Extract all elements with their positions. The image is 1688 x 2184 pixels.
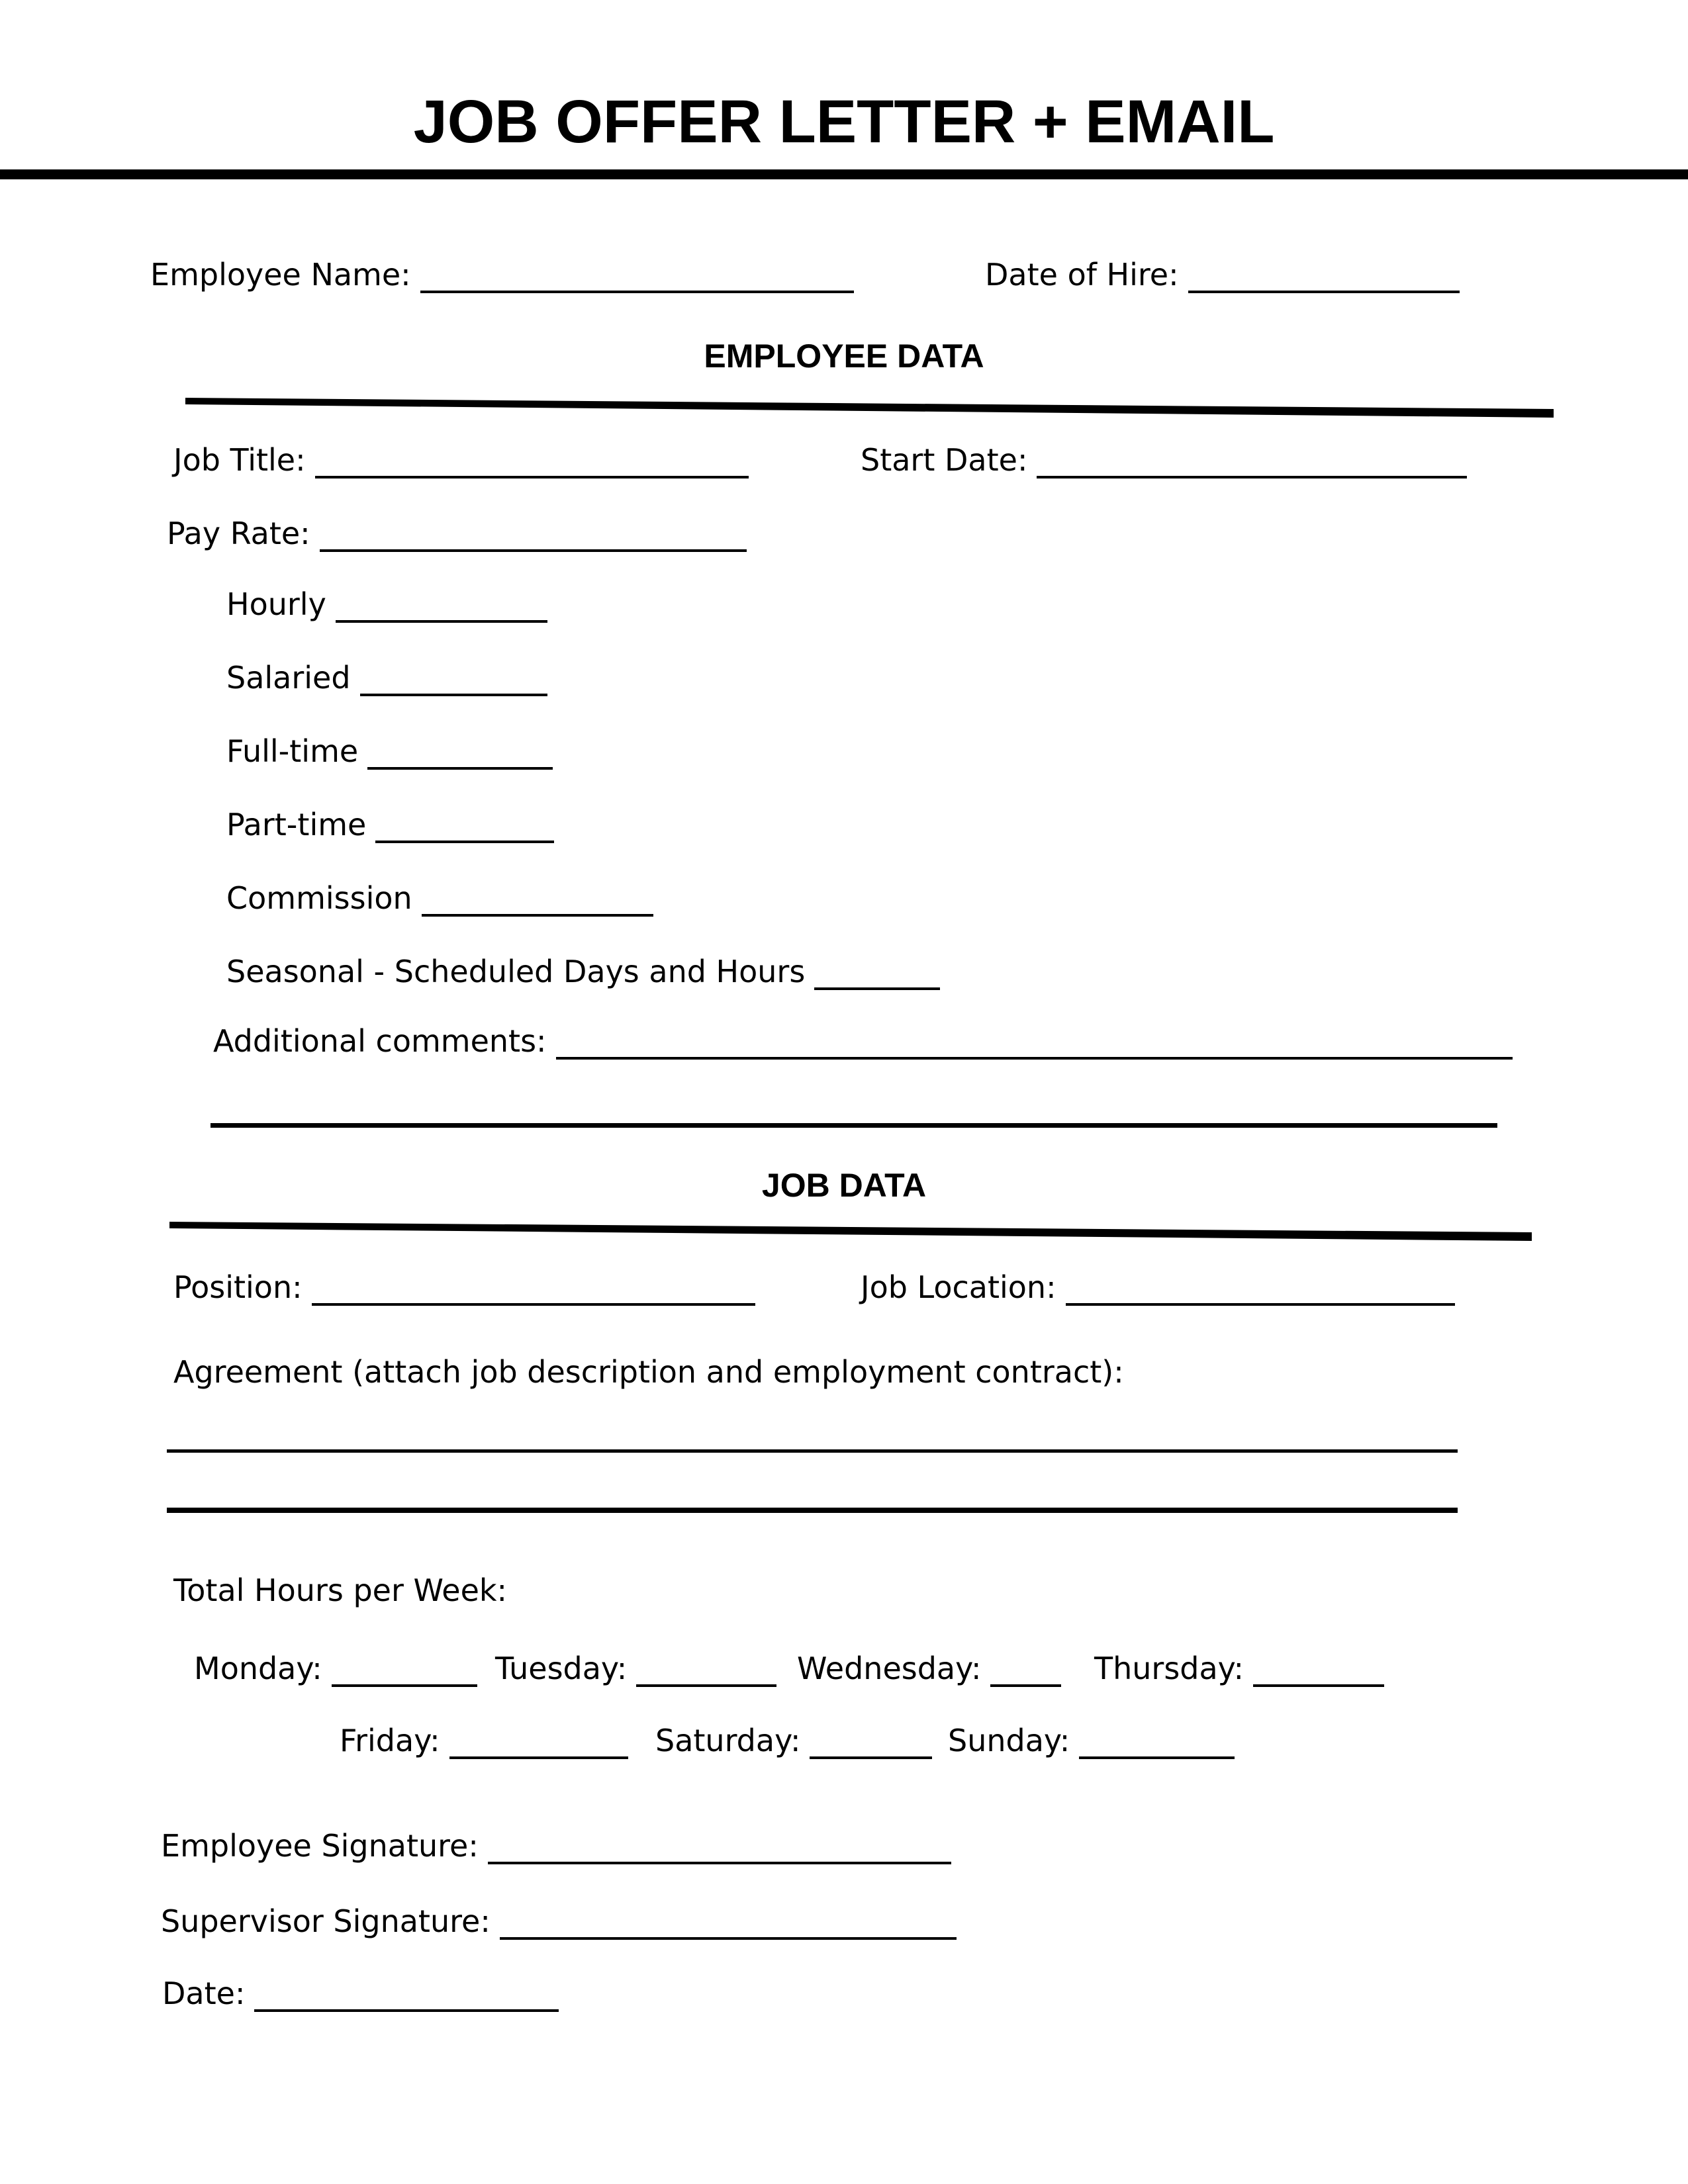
signature-date-field bbox=[162, 1976, 559, 2012]
monday-label: Monday: bbox=[194, 1651, 322, 1686]
date-of-hire-field bbox=[985, 257, 1460, 293]
pay-type-parttime-label: Part-time bbox=[226, 807, 367, 842]
supervisor-signature-label: Supervisor Signature: bbox=[161, 1903, 491, 1939]
thursday-field bbox=[1094, 1651, 1384, 1687]
monday-field bbox=[194, 1651, 477, 1687]
pay-rate-blank[interactable] bbox=[320, 527, 747, 552]
pay-type-seasonal-label: Seasonal - Scheduled Days and Hours bbox=[226, 954, 806, 989]
sunday-label: Sunday: bbox=[948, 1723, 1070, 1758]
pay-type-commission-field bbox=[226, 880, 653, 917]
additional-comments-blank[interactable] bbox=[556, 1034, 1513, 1060]
start-date-blank[interactable] bbox=[1037, 453, 1467, 478]
pay-type-fulltime-field bbox=[226, 733, 553, 770]
job-location-blank[interactable] bbox=[1066, 1281, 1455, 1306]
page-title: JOB OFFER LETTER + EMAIL bbox=[413, 88, 1275, 156]
pay-type-salaried-field bbox=[226, 660, 547, 696]
friday-label: Friday: bbox=[340, 1723, 440, 1758]
saturday-label: Saturday: bbox=[655, 1723, 801, 1758]
pay-type-parttime-field bbox=[226, 807, 554, 843]
signature-date-label: Date: bbox=[162, 1976, 246, 2011]
job-location-field bbox=[861, 1269, 1455, 1306]
job-data-divider bbox=[164, 1216, 1541, 1246]
friday-field bbox=[340, 1723, 628, 1759]
employee-data-heading: EMPLOYEE DATA bbox=[704, 338, 984, 375]
job-data-heading: JOB DATA bbox=[761, 1167, 927, 1204]
supervisor-signature-blank[interactable] bbox=[500, 1915, 957, 1940]
additional-comments-label: Additional comments: bbox=[213, 1023, 547, 1059]
wednesday-field bbox=[797, 1651, 1061, 1687]
sunday-field bbox=[948, 1723, 1235, 1759]
employee-signature-label: Employee Signature: bbox=[161, 1828, 479, 1864]
start-date-field bbox=[861, 442, 1467, 478]
position-blank[interactable] bbox=[312, 1281, 755, 1306]
saturday-field bbox=[655, 1723, 932, 1759]
date-of-hire-label: Date of Hire: bbox=[985, 257, 1179, 293]
pay-type-parttime-blank[interactable] bbox=[375, 818, 554, 843]
employee-signature-blank[interactable] bbox=[488, 1839, 951, 1864]
employee-signature-field bbox=[161, 1828, 951, 1864]
monday-blank[interactable] bbox=[332, 1662, 477, 1687]
pay-type-hourly-blank[interactable] bbox=[336, 598, 547, 623]
job-title-field bbox=[173, 442, 749, 478]
start-date-label: Start Date: bbox=[861, 442, 1028, 478]
friday-blank[interactable] bbox=[449, 1734, 628, 1759]
pay-type-commission-blank[interactable] bbox=[422, 891, 653, 917]
agreement-line-1[interactable] bbox=[167, 1449, 1458, 1453]
tuesday-label: Tuesday: bbox=[495, 1651, 628, 1686]
pay-rate-field bbox=[167, 516, 747, 552]
pay-type-seasonal-field bbox=[226, 954, 940, 990]
pay-type-hourly-field bbox=[226, 586, 547, 623]
tuesday-blank[interactable] bbox=[636, 1662, 776, 1687]
job-title-blank[interactable] bbox=[315, 453, 749, 478]
employee-name-label: Employee Name: bbox=[150, 257, 411, 293]
wednesday-label: Wednesday: bbox=[797, 1651, 982, 1686]
job-location-label: Job Location: bbox=[861, 1269, 1056, 1305]
pay-type-fulltime-blank[interactable] bbox=[367, 745, 553, 770]
total-hours-label: Total Hours per Week: bbox=[173, 1572, 508, 1608]
signature-date-blank[interactable] bbox=[254, 1987, 559, 2012]
pay-rate-label: Pay Rate: bbox=[167, 516, 310, 551]
tuesday-field bbox=[495, 1651, 776, 1687]
position-field bbox=[173, 1269, 755, 1306]
saturday-blank[interactable] bbox=[810, 1734, 932, 1759]
employee-name-field bbox=[150, 257, 854, 293]
pay-type-fulltime-label: Full-time bbox=[226, 733, 359, 769]
date-of-hire-blank[interactable] bbox=[1188, 268, 1460, 293]
title-rule bbox=[0, 169, 1688, 179]
thursday-label: Thursday: bbox=[1094, 1651, 1244, 1686]
employee-name-blank[interactable] bbox=[420, 268, 854, 293]
position-label: Position: bbox=[173, 1269, 303, 1305]
supervisor-signature-field bbox=[161, 1903, 957, 1940]
sunday-blank[interactable] bbox=[1079, 1734, 1235, 1759]
additional-comments-line-2[interactable] bbox=[211, 1123, 1497, 1128]
pay-type-salaried-label: Salaried bbox=[226, 660, 351, 696]
pay-type-commission-label: Commission bbox=[226, 880, 412, 916]
pay-type-hourly-label: Hourly bbox=[226, 586, 326, 622]
agreement-line-2[interactable] bbox=[167, 1508, 1458, 1513]
thursday-blank[interactable] bbox=[1253, 1662, 1384, 1687]
job-title-label: Job Title: bbox=[173, 442, 306, 478]
wednesday-blank[interactable] bbox=[990, 1662, 1061, 1687]
agreement-label: Agreement (attach job description and employment contract): bbox=[173, 1354, 1124, 1390]
pay-type-seasonal-blank[interactable] bbox=[814, 965, 940, 990]
pay-type-salaried-blank[interactable] bbox=[360, 671, 547, 696]
employee-data-divider bbox=[179, 392, 1562, 422]
additional-comments-field bbox=[213, 1023, 1513, 1060]
